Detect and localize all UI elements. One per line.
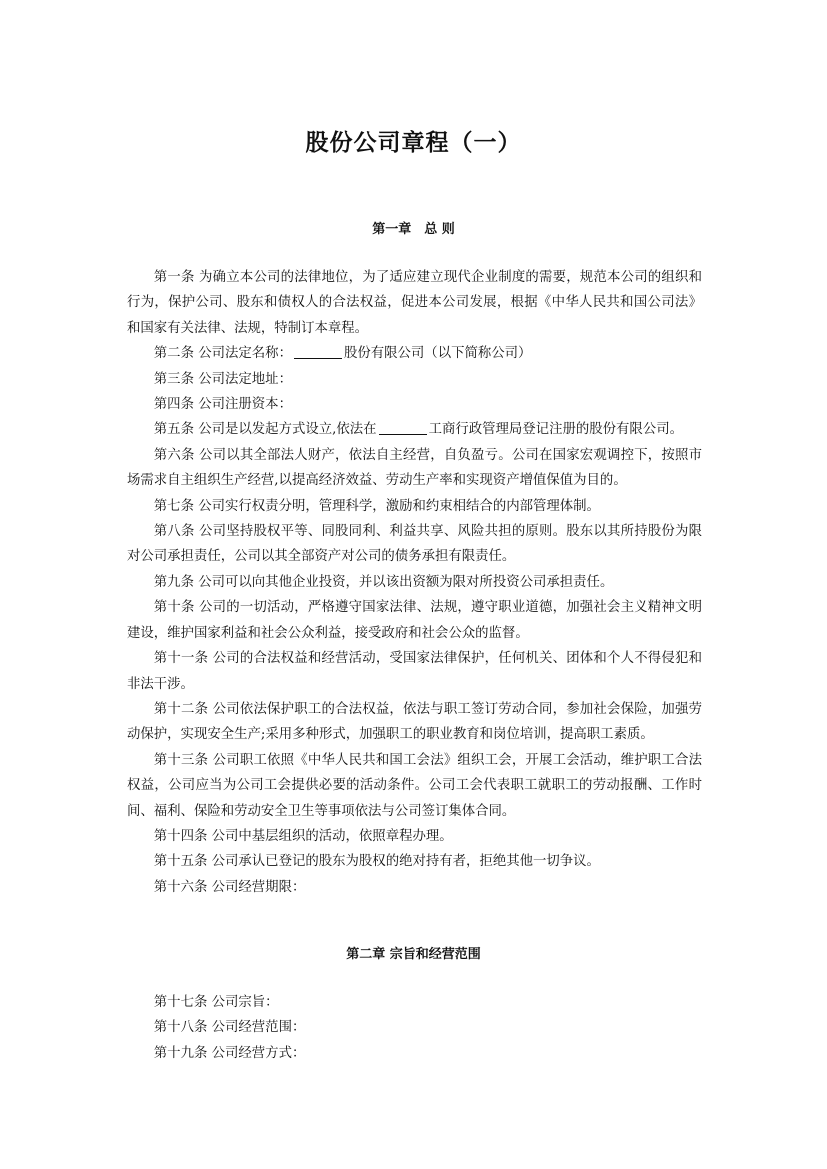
- article-2-text: 第二条 公司法定名称：: [153, 346, 292, 362]
- article-10: 第十条 公司的一切活动，严格遵守国家法律、法规，遵守职业道德，加强社会主义精神文明建设，维护国家利益和社会公众利益，接受政府和社会公众的监督。: [127, 600, 702, 641]
- article-9: 第九条 公司可以向其他企业投资，并以该出资额为限对所投资公司承担责任。: [153, 574, 614, 590]
- article-1: 第一条 为确立本公司的法律地位，为了适应建立现代企业制度的需要，规范本公司的组织和行为，保护公司、股东和债权人的合法权益，促进本公司发展，根据《中华人民共和国公司法》和国家有关法律、法规，特制订本章程。: [127, 270, 702, 336]
- article-4: 第四条 公司注册资本：: [153, 397, 292, 413]
- article-7: 第七条 公司实行权责分明，管理科学，激励和约束相结合的内部管理体制。: [153, 498, 600, 514]
- article-5: [127, 417, 702, 442]
- chapter-heading-1: 第一章 总 则: [372, 222, 455, 237]
- article-13: 第十三条 公司职工依照《中华人民共和国工会法》组织工会，开展工会活动，维护职工合法权益，公司应当为公司工会提供必要的活动条件。公司工会代表职工就职工的劳动报酬、工作时间、福利、保险和劳动安全卫生等事项依法与公司签订集体合同。: [127, 752, 702, 819]
- chapter-heading-2: 第二章 宗旨和经营范围: [346, 947, 481, 962]
- article-2-tail: 股份有限公司（以下简称公司）: [343, 346, 532, 362]
- document-title: 股份公司章程（一）: [305, 129, 522, 156]
- article-8: 第八条 公司坚持股权平等、同股同利、利益共享、风险共担的原则。股东以其所持股份为限对公司承担责任，公司以其全部资产对公司的债务承担有限责任。: [127, 524, 702, 565]
- article-16: 第十六条 公司经营期限：: [153, 879, 306, 895]
- article-3: 第三条 公司法定地址：: [153, 371, 292, 387]
- article-11: 第十一条 公司的合法权益和经营活动，受国家法律保护，任何机关、团体和个人不得侵犯和非法干涉。: [127, 651, 702, 692]
- article-15: 第十五条 公司承认已登记的股东为股权的绝对持有者，拒绝其他一切争议。: [153, 854, 600, 870]
- article-12: 第十二条 公司依法保护职工的合法权益，依法与职工签订劳动合同，参加社会保险，加强劳动保护，实现安全生产;采用多种形式，加强职工的职业教育和岗位培训，提高职工素质。: [127, 701, 702, 743]
- article-18: 第十八条 公司经营范围：: [153, 1020, 306, 1036]
- article-2: [127, 341, 702, 366]
- article-5-text: 第五条 公司是以发起方式设立,依法在: [153, 422, 377, 438]
- article-19: 第十九条 公司经营方式：: [153, 1045, 306, 1061]
- article-6: 第六条 公司以其全部法人财产，依法自主经营，自负盈亏。公司在国家宏观调控下，按照市场需求自主组织生产经营,以提高经济效益、劳动生产率和实现资产增值保值为目的。: [127, 447, 702, 489]
- chapter-1-body: [127, 265, 702, 900]
- chapter-2-body: [127, 990, 702, 1066]
- blank-line: [379, 420, 427, 435]
- article-17: 第十七条 公司宗旨：: [153, 995, 279, 1010]
- article-5-tail: 工商行政管理局登记注册的股份有限公司。: [428, 422, 683, 438]
- article-14: 第十四条 公司中基层组织的活动，依照章程办理。: [153, 828, 453, 844]
- blank-line: [294, 344, 342, 359]
